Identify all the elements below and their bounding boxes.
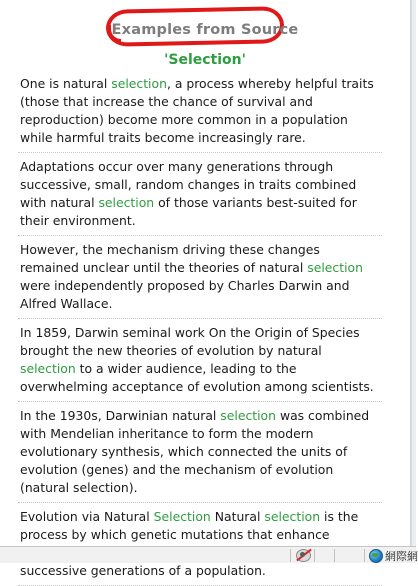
sentence-text: Adaptations occur over many generations through successive, small, random changes in traits combined with natural xyxy=(20,159,357,210)
status-separator xyxy=(334,549,335,562)
quote-open: ' xyxy=(164,52,169,68)
example-sentence xyxy=(18,72,382,153)
search-term-heading xyxy=(0,52,410,72)
sentence-text: was combined with Mendelian inheritance to form the modern evolutionary synthesis, which connected the units of evolution (genes) and the mechanism of evolution (natural selection). xyxy=(20,408,370,495)
sentence-text: to a wider audience, leading to the overwhelming acceptance of evolution among scientists. xyxy=(20,361,374,394)
sentence-text: Evolution via Natural xyxy=(20,509,154,524)
scrollbar-edge[interactable] xyxy=(411,0,416,546)
highlighted-term: selection xyxy=(220,408,276,423)
sentence-text: In 1859, Darwin seminal work On the Origin of Species brought the new theories of evolution by natural xyxy=(20,325,360,358)
highlighted-term: Selection xyxy=(153,509,211,524)
status-bar xyxy=(0,546,416,563)
sentence-text: were independently proposed by Charles Darwin and Alfred Wallace. xyxy=(20,278,350,311)
sentence-text: In the 1930s, Darwinian natural xyxy=(20,408,221,423)
sentence-text: , a process whereby helpful traits (those that increase the chance of survival and reproduction) become more common in a population while harmful traits become increasingly rare. xyxy=(20,76,374,145)
example-sentence xyxy=(18,236,382,319)
example-sentence xyxy=(18,319,382,402)
highlighted-term: selection xyxy=(20,361,76,376)
internet-zone-globe-icon xyxy=(369,549,383,563)
search-term: Selection xyxy=(168,52,242,68)
highlighted-term: selection xyxy=(98,195,155,210)
example-sentence xyxy=(18,503,382,586)
sentence-text: Natural xyxy=(210,509,265,524)
sentence-text: of those variants best-suited for their environment. xyxy=(20,195,357,228)
highlighted-term: selection xyxy=(307,260,363,275)
highlighted-term: selection xyxy=(264,509,321,524)
examples-title: Examples from Source xyxy=(111,22,299,38)
example-sentence xyxy=(18,153,382,236)
quote-close: ' xyxy=(241,52,246,68)
status-separator xyxy=(364,549,365,562)
sentence-text: However, the mechanism driving these changes remained unclear until the theories of natural xyxy=(20,242,320,275)
privacy-eye-icon[interactable] xyxy=(296,549,311,562)
sentence-text: One is natural xyxy=(20,76,112,91)
examples-list xyxy=(0,72,410,586)
status-separator xyxy=(314,549,315,562)
sentence-text: is the process by which genetic mutations that enhance successive generations of a population. xyxy=(20,509,359,578)
status-separator xyxy=(290,549,291,562)
examples-header xyxy=(0,0,410,49)
security-zone-label: 網際網 xyxy=(385,550,418,563)
example-sentence xyxy=(18,402,382,503)
highlighted-term: selection xyxy=(111,76,167,91)
